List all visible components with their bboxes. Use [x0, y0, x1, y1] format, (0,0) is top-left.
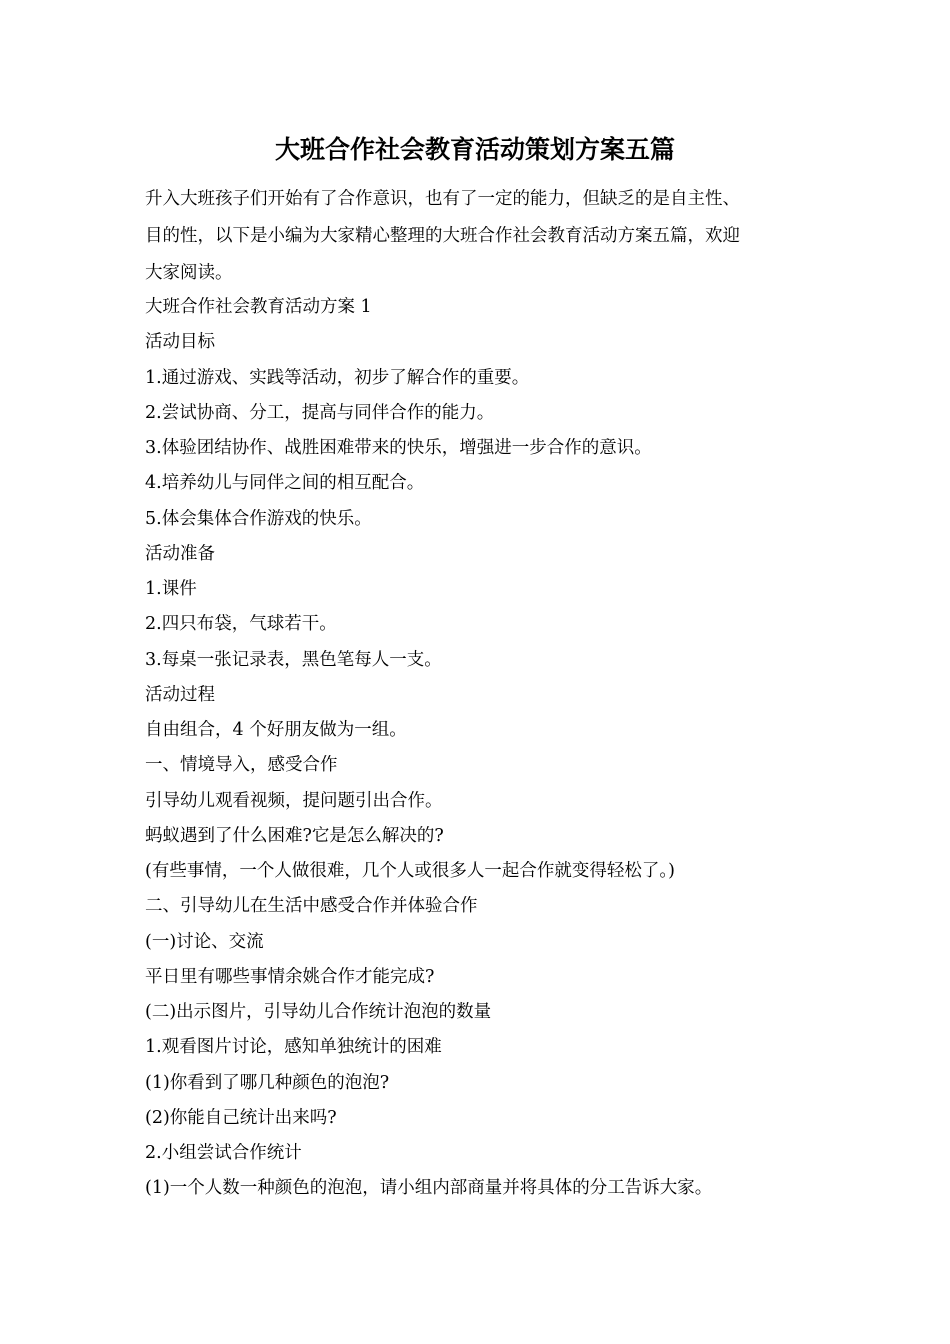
intro-paragraph — [145, 181, 810, 292]
list-item: 1.通过游戏、实践等活动，初步了解合作的重要。 — [145, 367, 530, 388]
paragraph-line: 蚂蚁遇到了什么困难?它是怎么解决的? — [145, 825, 444, 846]
paragraph-line: 平日里有哪些事情余姚合作才能完成? — [145, 966, 435, 987]
sub-step-heading: (二)出示图片，引导幼儿合作统计泡泡的数量 — [145, 1002, 492, 1022]
body-text — [145, 290, 810, 1207]
paragraph-line: 自由组合，4 个好朋友做为一组。 — [145, 720, 407, 740]
step-heading: 一、情境导入，感受合作 — [145, 755, 338, 776]
list-item: 3.体验团结协作、战胜困难带来的快乐，增强进一步合作的意识。 — [145, 438, 652, 458]
list-item: 2.四只布袋，气球若干。 — [145, 614, 337, 635]
section-heading: 大班合作社会教育活动方案 1 — [145, 297, 372, 317]
paragraph-line: 引导幼儿观看视频，提问题引出合作。 — [145, 790, 443, 811]
list-item: 5.体会集体合作游戏的快乐。 — [145, 508, 372, 529]
intro-line: 目的性，以下是小编为大家精心整理的大班合作社会教育活动方案五篇，欢迎 — [145, 226, 740, 246]
subheading: 活动过程 — [145, 684, 215, 705]
list-item: 2.尝试协商、分工，提高与同伴合作的能力。 — [145, 402, 495, 423]
intro-line: 升入大班孩子们开始有了合作意识，也有了一定的能力，但缺乏的是自主性、 — [145, 189, 740, 209]
sub-step-heading: (一)讨论、交流 — [145, 931, 264, 952]
list-item: 3.每桌一张记录表，黑色笔每人一支。 — [145, 649, 442, 670]
step-heading: 二、引导幼儿在生活中感受合作并体验合作 — [145, 896, 478, 917]
list-item: (2)你能自己统计出来吗? — [145, 1107, 337, 1128]
list-item: 1.观看图片讨论，感知单独统计的困难 — [145, 1037, 442, 1058]
list-item: 2.小组尝试合作统计 — [145, 1143, 302, 1163]
subheading: 活动准备 — [145, 543, 215, 564]
list-item: 4.培养幼儿与同伴之间的相互配合。 — [145, 473, 425, 494]
list-item: (1)一个人数一种颜色的泡泡，请小组内部商量并将具体的分工告诉大家。 — [145, 1178, 713, 1199]
subheading: 活动目标 — [145, 332, 215, 353]
list-item: 1.课件 — [145, 579, 197, 599]
paragraph-line: (有些事情，一个人做很难，几个人或很多人一起合作就变得轻松了。) — [145, 861, 675, 881]
document-title: 大班合作社会教育活动策划方案五篇 — [274, 135, 675, 164]
intro-line: 大家阅读。 — [145, 263, 233, 283]
list-item: (1)你看到了哪几种颜色的泡泡? — [145, 1072, 390, 1093]
